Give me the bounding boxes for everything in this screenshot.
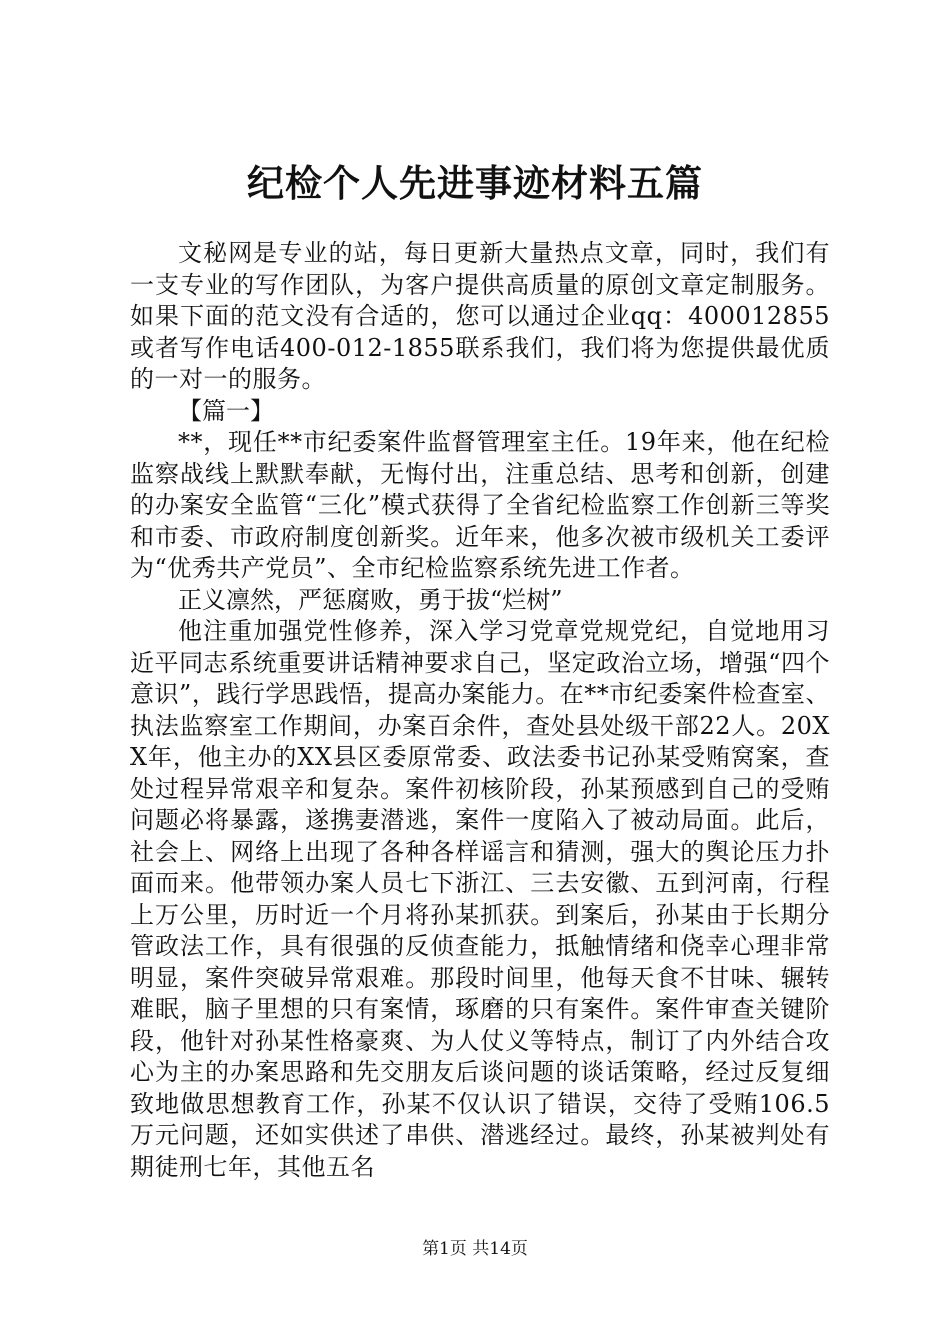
body-paragraph-2: 他注重加强党性修养，深入学习党章党规党纪，自觉地用习近平同志系统重要讲话精神要求自己，坚定政治立场，增强“四个意识”，践行学思践悟，提高办案能力。在**市纪委案件检查室、执法监察室工作期间，办案百余件，查处县处级干部22人。20XX年，他主办的XX县区委原常委、政法委书记孙某受贿窝案，查处过程异常艰辛和复杂。案件初核阶段，孙某预感到自己的受贿问题必将暴露，遂携妻潜逃，案件一度陷入了被动局面。此后，社会上、网络上出现了各种各样谣言和猜测，强大的舆论压力扑面而来。他带领办案人员七下浙江、三去安徽、五到河南，行程上万公里，历时近一个月将孙某抓获。到案后，孙某由于长期分管政法工作，具有很强的反侦查能力，抵触情绪和侥幸心理非常明显，案件突破异常艰难。那段时间里，他每天食不甘味、辗转难眠，脑子里想的只有案情，琢磨的只有案件。案件审查关键阶段，他针对孙某性格豪爽、为人仗义等特点，制订了内外结合攻心为主的办案思路和先交朋友后谈问题的谈话策略，经过反复细致地做思想教育工作，孙某不仅认识了错误，交待了受贿106.5万元问题，还如实供述了串供、潜逃经过。最终，孙某被判处有期徒刑七年，其他五名 — [130, 617, 830, 1181]
body-paragraph-1: **，现任**市纪委案件监督管理室主任。19年来，他在纪检监察战线上默默奉献，无悔付出，注重总结、思考和创新，创建的办案安全监管“三化”模式获得了全省纪检监察工作创新三等奖和市委、市政府制度创新奖。近年来，他多次被市级机关工委评为“优秀共产党员”、全市纪检监察系统先进工作者。 — [130, 428, 830, 582]
document-body — [130, 238, 830, 1183]
page-footer: 第1页 共14页 — [422, 1239, 528, 1259]
subheading: 正义凛然，严惩腐败，勇于拔“烂树” — [178, 585, 563, 614]
section-label: 【篇一】 — [178, 396, 274, 425]
document-title: 纪检个人先进事迹材料五篇 — [247, 161, 703, 205]
intro-paragraph: 文秘网是专业的站，每日更新大量热点文章，同时，我们有一支专业的写作团队，为客户提供高质量的原创文章定制服务。如果下面的范文没有合适的，您可以通过企业qq：400012855或者写作电话400-012-1855联系我们，我们将为您提供最优质的一对一的服务。 — [130, 239, 830, 393]
